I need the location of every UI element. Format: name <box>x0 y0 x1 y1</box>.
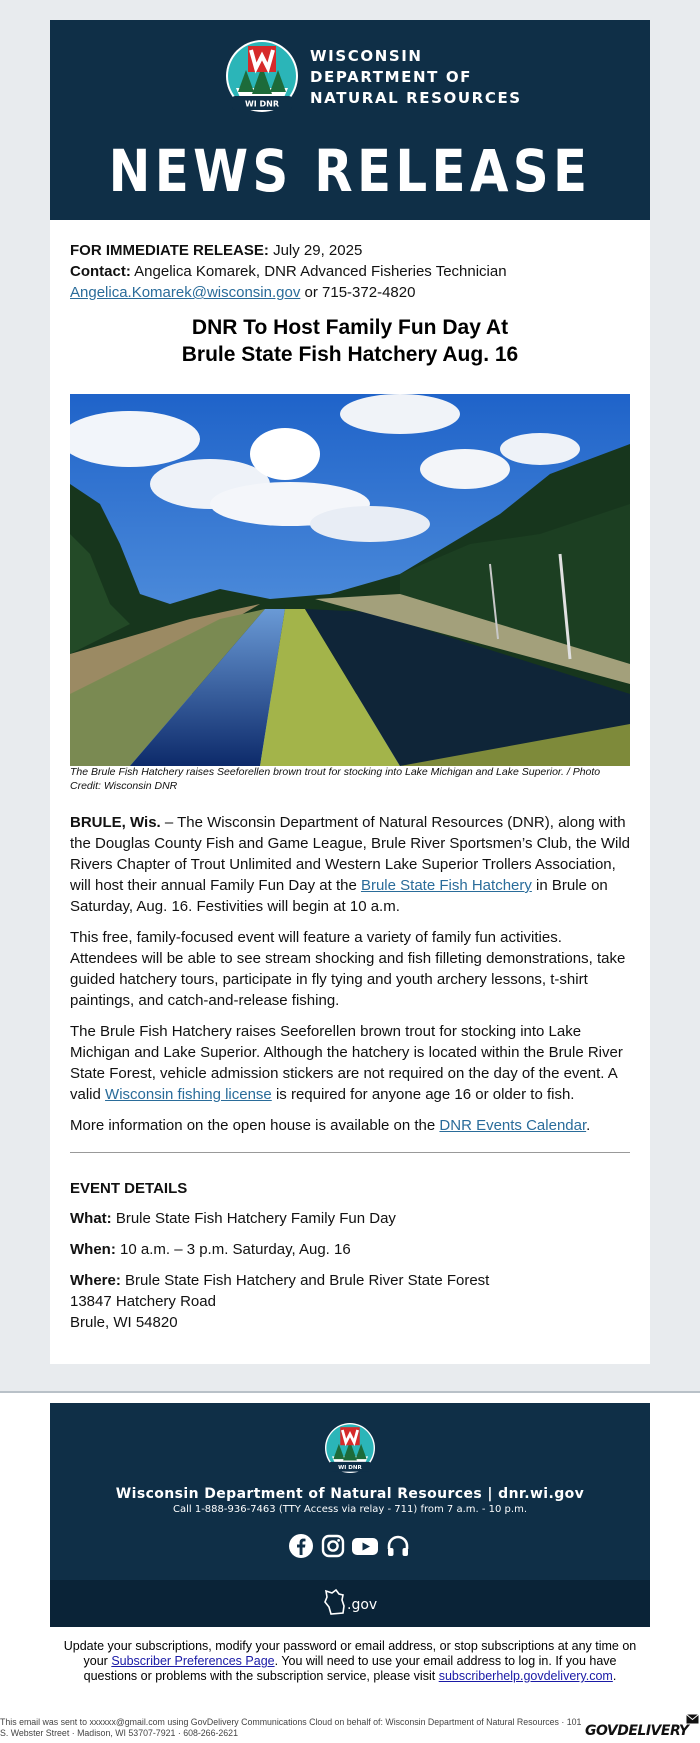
govdelivery-logo[interactable]: GOVDELIVERY <box>585 1723 689 1739</box>
footer-dnr-logo-icon <box>325 1423 375 1473</box>
event-when <box>70 1239 630 1260</box>
event-address-line: 13847 Hatchery Road <box>70 1293 216 1310</box>
section-divider <box>70 1152 630 1153</box>
fishing-license-link[interactable]: Wisconsin fishing license <box>105 1086 272 1103</box>
headline-line: DNR To Host Family Fun Day At <box>191 316 509 339</box>
paragraph-activities: This free, family-focused event will feature a variety of family fun activities. Attendees will be able to see stream shocking and fish filleting demonstrations, take guided hatchery tours, participate in fly tying and youth archery lessons, t-shirt paintings, and catch-and-release fishing. <box>70 929 626 1009</box>
contact-label: Contact: <box>70 263 131 280</box>
footer-logo-text: WI DNR <box>338 1465 362 1472</box>
headline-line: Brule State Fish Hatchery Aug. 16 <box>181 343 519 366</box>
paragraph-text: . <box>586 1117 591 1134</box>
footer-phone: Call 1-888-936-7463 (TTY Access via relay - 711) from 7 a.m. - 10 p.m. <box>172 1504 527 1515</box>
contact-phone: 715-372-4820 <box>322 284 416 301</box>
hatchery-photo-image <box>70 394 630 766</box>
paragraph-text: – The Wisconsin Department of Natural Resources (DNR), along with the Douglas County Fish and Game League, Brule River Sportsmen’s Club, the Wild Rivers Chapter of Trout Unlimited and Western Lake Superior Trollers Association, will host their annual Family Fun Day at the <box>70 814 631 894</box>
dotgov-band <box>50 1580 650 1627</box>
dotgov-logo[interactable] <box>323 1588 379 1618</box>
agency-line: WISCONSIN <box>310 47 423 65</box>
email-footer <box>50 1403 650 1580</box>
podcast-icon[interactable] <box>385 1533 411 1559</box>
event-address-line: Brule, WI 54820 <box>70 1314 178 1331</box>
event-when-label: When: <box>70 1241 116 1258</box>
paragraph-text: in Brule on Saturday, Aug. 16. Festivities will begin at 10 a.m. <box>70 877 608 915</box>
release-meta <box>70 240 630 303</box>
logo-text: WI DNR <box>244 99 280 109</box>
hatchery-link[interactable]: Brule State Fish Hatchery <box>360 877 532 894</box>
agency-name <box>310 46 522 109</box>
youtube-icon[interactable] <box>351 1533 379 1559</box>
paragraph-intro <box>70 812 630 917</box>
headline <box>70 314 630 368</box>
release-date: July 29, 2025 <box>273 242 363 259</box>
events-calendar-link[interactable]: DNR Events Calendar <box>439 1117 587 1134</box>
dateline: BRULE, Wis. <box>70 814 161 831</box>
contact-name: Angelica Komarek, DNR Advanced Fisheries Technician <box>134 263 507 280</box>
footer-agency: Wisconsin Department of Natural Resources | dnr.wi.gov <box>115 1486 585 1502</box>
news-release-header <box>50 20 650 220</box>
envelope-icon <box>686 1711 699 1721</box>
event-what-label: What: <box>70 1210 112 1227</box>
news-release-title: NEWS RELEASE <box>108 137 592 205</box>
dotgov-text: .gov <box>347 1597 378 1613</box>
subscription-text: . <box>612 1669 617 1683</box>
event-what-value: Brule State Fish Hatchery Family Fun Day <box>115 1210 396 1227</box>
paragraph-more-info <box>70 1115 630 1136</box>
facebook-icon[interactable] <box>288 1533 314 1559</box>
paragraph-text: is required for anyone age 16 or older to fish. <box>271 1086 575 1103</box>
agency-line: DEPARTMENT OF <box>310 68 473 86</box>
release-label: FOR IMMEDIATE RELEASE: <box>70 242 269 259</box>
event-where <box>70 1270 630 1333</box>
event-where-value: Brule State Fish Hatchery and Brule River State Forest <box>125 1272 490 1289</box>
event-where-label: Where: <box>70 1272 121 1289</box>
instagram-icon[interactable] <box>320 1533 346 1559</box>
subscription-notice <box>60 1639 640 1684</box>
contact-or: or <box>304 284 318 301</box>
contact-email-link[interactable]: Angelica.Komarek@wisconsin.gov <box>70 284 301 301</box>
subscription-text: Update your subscriptions, modify your password or email address, or stop subscriptions at any time on your <box>63 1639 637 1668</box>
agency-line: NATURAL RESOURCES <box>310 89 522 107</box>
dnr-logo-icon <box>226 40 298 112</box>
dnr-logo-lockup <box>226 40 522 114</box>
subscriber-preferences-link[interactable]: Subscriber Preferences Page <box>111 1654 275 1668</box>
hatchery-photo <box>70 394 630 766</box>
event-details-title: EVENT DETAILS <box>70 1180 188 1197</box>
release-body <box>50 220 650 1364</box>
social-links <box>288 1533 412 1559</box>
event-what <box>70 1208 630 1229</box>
paragraph-hatchery <box>70 1021 630 1105</box>
wisconsin-outline-icon <box>323 1588 347 1616</box>
event-when-value: 10 a.m. – 3 p.m. Saturday, Aug. 16 <box>120 1241 351 1258</box>
subscription-text: . You will need to use your email address to log in. If you have questions or problems with the subscription service, please visit <box>83 1654 617 1683</box>
paragraph-text: More information on the open house is available on the <box>70 1117 440 1134</box>
subscriber-help-link[interactable]: subscriberhelp.govdelivery.com <box>438 1669 613 1683</box>
paragraph-text: The Brule Fish Hatchery raises Seeforellen brown trout for stocking into Lake Michigan and Lake Superior. Although the hatchery is located within the Brule River State Forest, vehicle admission stickers are not required on the day of the event. A valid <box>70 1023 623 1103</box>
fineprint: This email was sent to xxxxxx@gmail.com using GovDelivery Communications Cloud on behalf of: Wisconsin Department of Natural Resources · 101 S. Webster Street · Madison, WI 53707-7921 · 608-266-2621 <box>0 1717 582 1738</box>
photo-caption: The Brule Fish Hatchery raises Seeforellen brown trout for stocking into Lake Michigan and Lake Superior. / Photo Credit: Wisconsin DNR <box>70 766 601 792</box>
